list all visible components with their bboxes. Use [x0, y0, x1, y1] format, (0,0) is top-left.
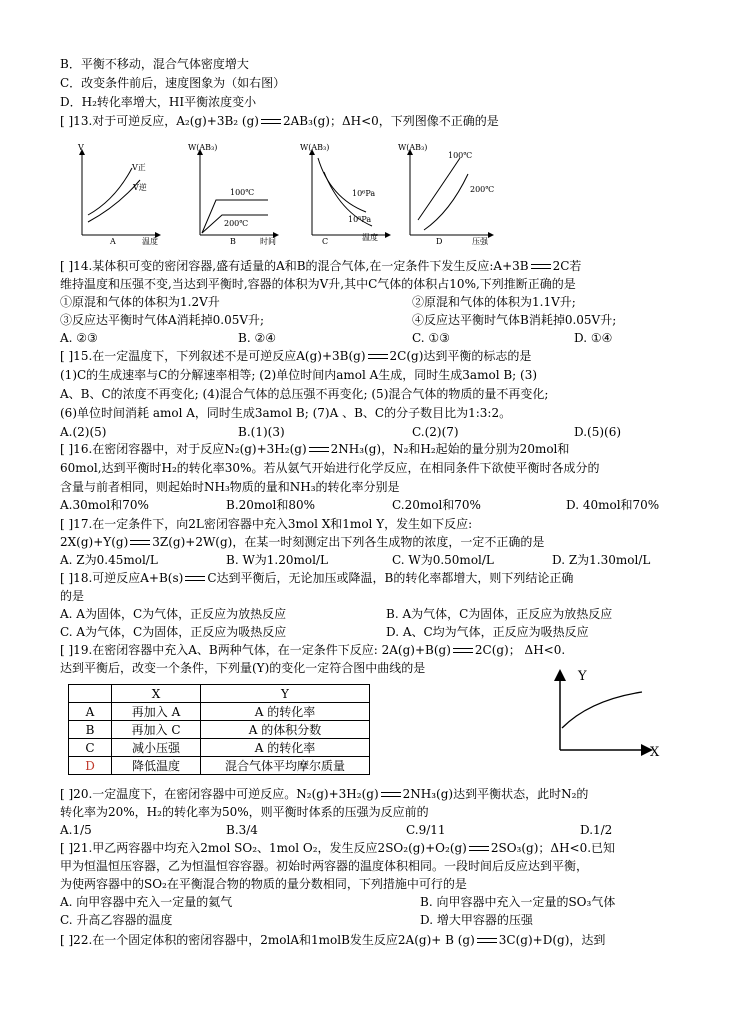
text-line: B．平衡不移动，混合气体密度增大	[60, 57, 249, 71]
svg-text:B: B	[230, 237, 236, 246]
svg-text:V: V	[78, 143, 84, 152]
question-18: [ ]18.可逆反应A+B(s) C达到平衡后，无论加压或降温，B的转化率都增大，则下列结论正确	[60, 571, 574, 585]
option-a: A. Z为0.45mol/L	[60, 553, 158, 567]
option-line: ④反应达平衡时气体B消耗掉0.05V升;	[412, 313, 617, 327]
svg-text:C: C	[322, 237, 329, 246]
option-c: C. W为0.50mol/L	[392, 553, 494, 567]
equilibrium-arrow	[261, 118, 281, 126]
svg-text:W(AB₃): W(AB₃)	[300, 143, 330, 152]
svg-text:V正: V正	[132, 163, 146, 172]
table-row	[69, 757, 370, 775]
question-22: [ ]22.在一个固定体积的密闭容器中，2molA和1molB发生反应2A(g)+ B (g) 3C(g)+D(g)，达到	[60, 933, 606, 947]
table-cell: 减小压强	[112, 739, 201, 757]
option-d: D.1/2	[580, 823, 613, 837]
svg-text:200℃: 200℃	[470, 185, 495, 194]
option-line: ①原混和气体的体积为1.2V升	[60, 295, 220, 309]
option-c: C.20mol和70%	[392, 498, 481, 512]
table-cell: A 的转化率	[201, 703, 370, 721]
question-15: [ ]15.在一定温度下，下列叙述不是可逆反应A(g)+3B(g) 2C(g)达到平衡的标志的是	[60, 349, 532, 363]
table-cell	[69, 685, 112, 703]
option-b: B. 向甲容器中充入一定量的SO₃气体	[420, 895, 616, 909]
equilibrium-arrow	[185, 575, 205, 583]
equilibrium-arrow	[531, 263, 551, 271]
svg-text:Y: Y	[578, 669, 587, 684]
svg-text:100℃: 100℃	[230, 188, 255, 197]
option-b: B.(1)(3)	[238, 425, 285, 439]
svg-text:时间: 时间	[260, 237, 276, 246]
question-19: [ ]19.在密闭容器中充入A、B两种气体，在一定条件下反应: 2A(g)+B(g) 2C(g)； ΔH<0.	[60, 643, 566, 657]
text-line: 含量与前者相同，则起始时NH₃物质的量和NH₃的转化率分别是	[60, 480, 400, 494]
option-a: A. A为固体，C为气体，正反应为放热反应	[60, 607, 287, 621]
equilibrium-arrow	[381, 791, 401, 799]
svg-text:D: D	[436, 237, 443, 246]
svg-text:W(AB₃): W(AB₃)	[188, 143, 218, 152]
text-line: 甲为恒温恒压容器，乙为恒温恒容容器。初始时两容器的温度体积相同。一段时间后反应达到平衡，	[60, 859, 589, 873]
option-a: A.(2)(5)	[60, 425, 107, 439]
table-cell: C	[69, 739, 112, 757]
table-row	[69, 721, 370, 739]
text-line: 2X(g)+Y(g) 3Z(g)+2W(g)，在某一时刻测定出下列各生成物的浓度，一定不正确的是	[60, 535, 545, 549]
equilibrium-arrow	[368, 353, 388, 361]
graph-d	[398, 143, 494, 246]
option-d: D. 增大甲容器的压强	[420, 913, 533, 927]
graph-c	[300, 143, 390, 246]
question-16: [ ]16.在密闭容器中，对于反应N₂(g)+3H₂(g) 2NH₃(g)，N₂和H₂起始的量分别为20mol和	[60, 442, 570, 456]
equilibrium-arrow	[469, 845, 489, 853]
option-c: C. ①③	[412, 331, 450, 345]
svg-text:200℃: 200℃	[224, 219, 249, 228]
option-b: B. W为1.20mol/L	[226, 553, 328, 567]
text-line: C．改变条件前后，速度图象为（如右图）	[60, 76, 286, 90]
svg-text:A: A	[110, 237, 116, 246]
svg-text:V逆: V逆	[133, 183, 147, 192]
option-d: D. ①④	[574, 331, 613, 345]
equilibrium-arrow	[477, 937, 497, 945]
option-a: A.1/5	[60, 823, 92, 837]
svg-text:10⁶Pa: 10⁶Pa	[352, 189, 376, 198]
text-line: A、B、C的浓度不再变化; (4)混合气体的总压强不再变化; (5)混合气体的物质的量不再变化;	[60, 387, 549, 401]
table-header-row	[69, 685, 370, 703]
text-line: 为使两容器中的SO₂在平衡混合物的物质的量分数相同，下列措施中可行的是	[60, 877, 467, 891]
option-a: A. 向甲容器中充入一定量的氦气	[60, 895, 233, 909]
question-19-table	[68, 684, 370, 775]
option-b: B. ②④	[238, 331, 276, 345]
text-line: 转化率为20%，H₂的转化率为50%，则平衡时体系的压强为反应前的	[60, 805, 429, 819]
table-cell: 再加入 A	[112, 703, 201, 721]
svg-text:温度: 温度	[362, 233, 378, 242]
table-row	[69, 739, 370, 757]
table-cell: A	[69, 703, 112, 721]
svg-text:100℃: 100℃	[448, 151, 473, 160]
table-cell: X	[112, 685, 201, 703]
option-b: B. A为气体，C为固体，正反应为放热反应	[386, 607, 613, 621]
table-cell: 降低温度	[112, 757, 201, 775]
svg-text:W(AB₃): W(AB₃)	[398, 143, 428, 152]
text-line: D．H₂转化率增大，HI平衡浓度变小	[60, 95, 257, 109]
graph-b	[188, 143, 278, 246]
table-cell: 混合气体平均摩尔质量	[201, 757, 370, 775]
question-19-graph	[540, 662, 670, 762]
option-a: A.30mol和70%	[60, 498, 149, 512]
table-cell: 再加入 C	[112, 721, 201, 739]
table-cell: A 的转化率	[201, 739, 370, 757]
equilibrium-arrow	[130, 539, 150, 547]
text-line: 达到平衡后，改变一个条件，下列量(Y)的变化一定符合图中曲线的是	[60, 661, 426, 675]
option-c: C. A为气体，C为固体，正反应为吸热反应	[60, 625, 287, 639]
graph-a	[77, 143, 160, 246]
option-d: D. A、C均为气体，正反应为吸热反应	[386, 625, 589, 639]
svg-text:X: X	[650, 745, 660, 760]
equilibrium-arrow	[453, 647, 473, 655]
table-cell: A 的体积分数	[201, 721, 370, 739]
option-c: C.9/11	[406, 823, 446, 837]
text-line: 60mol,达到平衡时H₂的转化率30%。若从氨气开始进行化学反应，在相同条件下欲使平衡时各成分的	[60, 461, 600, 475]
option-d: D. 40mol和70%	[566, 498, 660, 512]
question-17: [ ]17.在一定条件下，向2L密闭容器中充入3mol X和1mol Y，发生如下反应:	[60, 517, 473, 531]
option-c: C.(2)(7)	[412, 425, 459, 439]
text-line: 维持温度和压强不变,当达到平衡时,容器的体积为V升,其中C气体的体积占10%,下列推断正确的是	[60, 277, 576, 291]
question-20: [ ]20.一定温度下，在密闭容器中可逆反应。N₂(g)+3H₂(g) 2NH₃(g)达到平衡状态，此时N₂的	[60, 787, 589, 801]
svg-text:10⁵Pa: 10⁵Pa	[348, 215, 372, 224]
option-b: B.3/4	[226, 823, 258, 837]
option-b: B.20mol和80%	[226, 498, 316, 512]
option-line: ③反应达平衡时气体A消耗掉0.05V升;	[60, 313, 265, 327]
table-row	[69, 703, 370, 721]
question-13: [ ]13.对于可逆反应，A₂(g)+3B₂ (g) 2AB₃(g)；ΔH<0，下列图像不正确的是	[60, 114, 499, 128]
equilibrium-arrow	[309, 446, 329, 454]
option-d: D. Z为1.30mol/L	[552, 553, 651, 567]
table-cell: B	[69, 721, 112, 739]
option-a: A. ②③	[60, 331, 98, 345]
svg-text:压强: 压强	[472, 237, 488, 246]
question-13-graphs	[70, 140, 670, 250]
question-21: [ ]21.甲乙两容器中均充入2mol SO₂、1mol O₂，发生反应2SO₂(g)+O₂(g) 2SO₃(g)；ΔH<0.已知	[60, 841, 616, 855]
svg-text:温度: 温度	[142, 237, 158, 246]
option-c: C. 升高乙容器的温度	[60, 913, 173, 927]
table-cell: D	[69, 757, 112, 775]
option-d: D.(5)(6)	[574, 425, 622, 439]
option-line: ②原混和气体的体积为1.1V升;	[412, 295, 576, 309]
table-cell: Y	[201, 685, 370, 703]
text-line: (6)单位时间消耗 amol A，同时生成3amol B; (7)A 、B、C的分子数目比为1:3:2。	[60, 406, 512, 420]
question-14: [ ]14.某体积可变的密闭容器,盛有适量的A和B的混合气体,在一定条件下发生反应:A+3B 2C若	[60, 259, 582, 273]
text-line: 的是	[60, 589, 85, 603]
text-line: (1)C的生成速率与C的分解速率相等; (2)单位时间内amol A生成，同时生成3amol B; (3)	[60, 368, 538, 382]
